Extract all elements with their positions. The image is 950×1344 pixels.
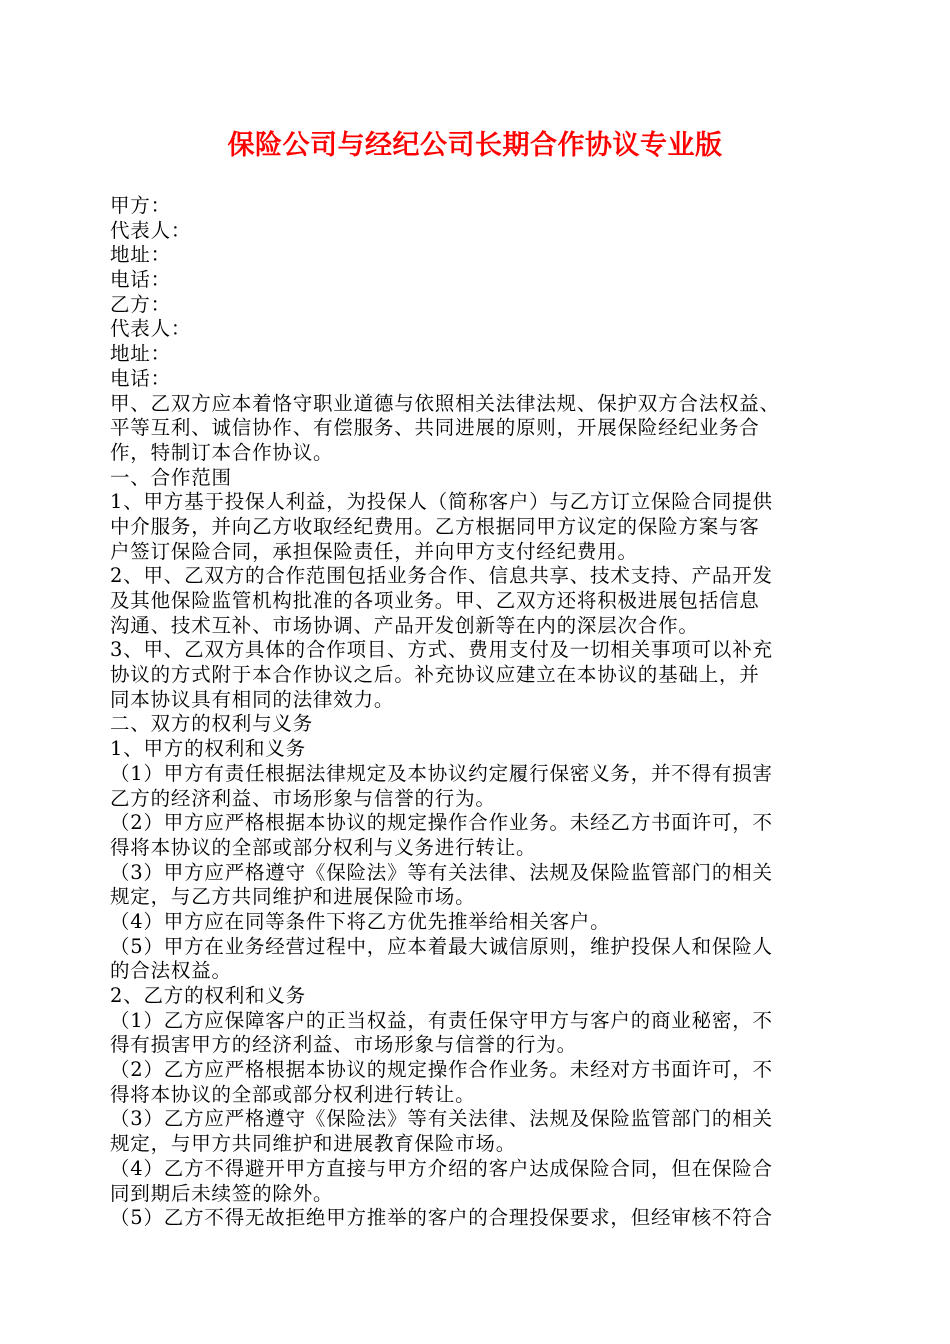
document-line: 2、甲、乙双方的合作范围包括业务合作、信息共享、技术支持、产品开发 (110, 564, 773, 588)
document-line: 平等互利、诚信协作、有偿服务、共同进展的原则，开展保险经纪业务合 (110, 416, 760, 440)
document-line: 同到期后未续签的除外。 (110, 1181, 334, 1205)
document-line: 一、合作范围 (110, 465, 232, 489)
document-line: 同本协议具有相同的法律效力。 (110, 687, 395, 711)
document-line: 电话： (110, 366, 171, 390)
document-line: 代表人： (110, 317, 192, 341)
document-line: 乙方： (110, 292, 171, 316)
document-line: （3）乙方应严格遵守《保险法》等有关法律、法规及保险监管部门的相关 (110, 1107, 773, 1131)
document-line: 作，特制订本合作协议。 (110, 440, 334, 464)
document-line: （5）乙方不得无故拒绝甲方推举的客户的合理投保要求，但经审核不符合 (110, 1206, 773, 1230)
document-line: 电话： (110, 268, 171, 292)
document-line: （3）甲方应严格遵守《保险法》等有关法律、法规及保险监管部门的相关 (110, 860, 773, 884)
document-line: 及其他保险监管机构批准的各项业务。甲、乙双方还将积极进展包括信息 (110, 589, 760, 612)
document-line: 协议的方式附于本合作协议之后。补充协议应建立在本协议的基础上，并 (110, 663, 760, 687)
document-line: 2、乙方的权利和义务 (110, 984, 306, 1007)
document-line: （1）甲方有责任根据法律规定及本协议约定履行保密义务，并不得有损害 (110, 761, 773, 785)
document-line: （2）甲方应严格根据本协议的规定操作合作业务。未经乙方书面许可，不 (110, 811, 773, 835)
document-line: 二、双方的权利与义务 (110, 712, 314, 736)
document-line: 1、甲方的权利和义务 (110, 737, 306, 761)
document-line: （1）乙方应保障客户的正当权益，有责任保守甲方与客户的商业秘密，不 (110, 1008, 773, 1032)
document-line: 1、甲方基于投保人利益，为投保人（简称客户）与乙方订立保险合同提供 (110, 490, 773, 514)
document-line: 甲方： (110, 194, 171, 217)
document-line: 中介服务，并向乙方收取经纪费用。乙方根据同甲方议定的保险方案与客 (110, 514, 760, 538)
document-line: 地址： (110, 342, 171, 366)
document-line: 户签订保险合同，承担保险责任，并向甲方支付经纪费用。 (110, 539, 638, 563)
document-line: 乙方的经济利益、市场形象与信誉的行为。 (110, 786, 496, 810)
document-line: 3、甲、乙双方具体的合作项目、方式、费用支付及一切相关事项可以补充 (110, 638, 773, 662)
document-line: 得将本协议的全部或部分权利进行转让。 (110, 1082, 476, 1106)
document-line: 甲、乙双方应本着恪守职业道德与依照相关法律法规、保护双方合法权益、 (110, 391, 780, 415)
document-line: 的合法权益。 (110, 959, 232, 983)
document-body (110, 194, 842, 1231)
document-line: 得将本协议的全部或部分权利与义务进行转让。 (110, 835, 537, 859)
document-line: （2）乙方应严格根据本协议的规定操作合作业务。未经对方书面许可，不 (110, 1058, 773, 1082)
document-line: 地址： (110, 243, 171, 267)
document-title: 保险公司与经纪公司长期合作协议专业版 (227, 130, 723, 161)
document-line: （4）乙方不得避开甲方直接与甲方介绍的客户达成保险合同，但在保险合 (110, 1156, 773, 1180)
document-line: 规定，与甲方共同维护和进展教育保险市场。 (110, 1132, 517, 1156)
document-line: 代表人： (110, 218, 192, 242)
document-line: 沟通、技术互补、市场协调、产品开发创新等在内的深层次合作。 (110, 613, 699, 637)
document-line: （5）甲方在业务经营过程中，应本着最大诚信原则，维护投保人和保险人 (110, 934, 773, 958)
document-line: 得有损害甲方的经济利益、市场形象与信誉的行为。 (110, 1033, 577, 1057)
document-line: （4）甲方应在同等条件下将乙方优先推举给相关客户。 (110, 909, 611, 933)
document-line: 规定，与乙方共同维护和进展保险市场。 (110, 885, 476, 909)
